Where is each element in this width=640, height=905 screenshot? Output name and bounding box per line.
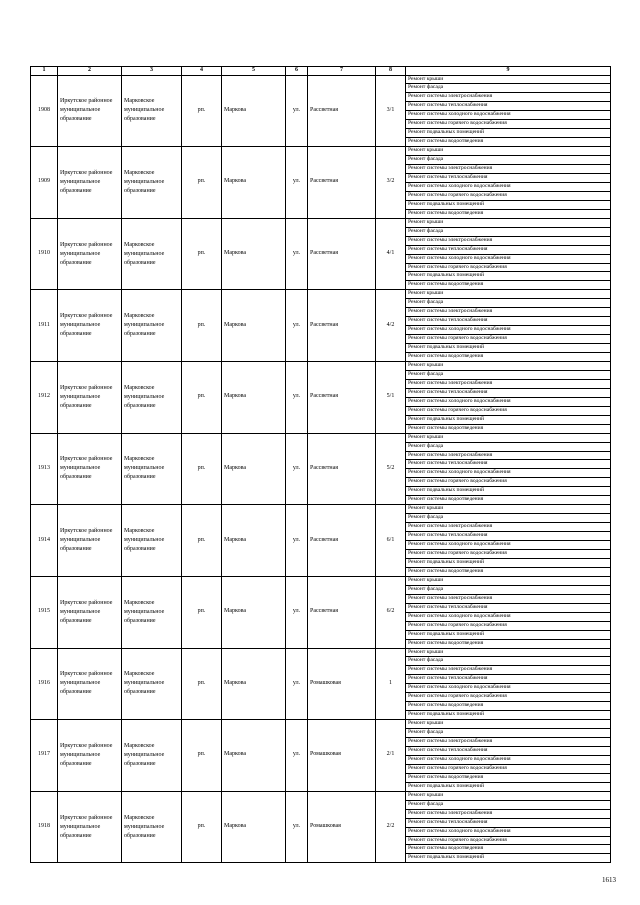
work-item-cell: Ремонт системы горячего водоснабжения [406,191,611,200]
settlement-cell: Маркова [222,505,286,577]
column-header: 8 [376,67,406,76]
settlement-cell: Маркова [222,290,286,362]
table-row [31,75,611,84]
street-type-cell: ул. [286,218,308,290]
settlement-cell: Маркова [222,576,286,648]
house-number-cell: 2/1 [376,720,406,792]
district-cell: Иркутское районное муниципальное образование [58,433,122,505]
table-header-row [31,67,611,76]
house-number-cell: 1 [376,648,406,720]
settlement-type-cell: рп. [182,576,222,648]
work-item-cell: Ремонт фасада [406,442,611,451]
work-item-cell: Ремонт подвальных помещений [406,558,611,567]
district-cell: Иркутское районное муниципальное образование [58,147,122,219]
work-item-cell: Ремонт крыши [406,791,611,800]
street-cell: Ромашковая [308,648,376,720]
work-item-cell: Ремонт фасада [406,370,611,379]
work-item-cell: Ремонт системы водоотведения [406,567,611,576]
column-header: 4 [182,67,222,76]
column-header: 6 [286,67,308,76]
house-number-cell: 5/2 [376,433,406,505]
work-item-cell: Ремонт системы холодного водоснабжения [406,326,611,335]
work-item-cell: Ремонт системы горячего водоснабжения [406,693,611,702]
work-item-cell: Ремонт системы холодного водоснабжения [406,397,611,406]
work-item-cell: Ремонт системы холодного водоснабжения [406,684,611,693]
work-item-cell: Ремонт системы электроснабжения [406,379,611,388]
row-number: 1914 [31,505,58,577]
work-item-cell: Ремонт фасада [406,657,611,666]
municipality-cell: Марковское муниципальное образование [122,505,182,577]
column-header: 5 [222,67,286,76]
house-number-cell: 4/2 [376,290,406,362]
settlement-type-cell: рп. [182,791,222,863]
work-item-cell: Ремонт подвальных помещений [406,129,611,138]
work-item-cell: Ремонт системы теплоснабжения [406,746,611,755]
work-item-cell: Ремонт системы теплоснабжения [406,245,611,254]
street-cell: Рассветная [308,433,376,505]
work-item-cell: Ремонт системы горячего водоснабжения [406,120,611,129]
work-item-cell: Ремонт системы водоотведения [406,281,611,290]
work-item-cell: Ремонт системы водоотведения [406,138,611,147]
street-type-cell: ул. [286,791,308,863]
work-item-cell: Ремонт крыши [406,218,611,227]
work-item-cell: Ремонт крыши [406,75,611,84]
settlement-type-cell: рп. [182,648,222,720]
street-type-cell: ул. [286,290,308,362]
work-item-cell: Ремонт фасада [406,729,611,738]
work-item-cell: Ремонт системы горячего водоснабжения [406,263,611,272]
table-row [31,433,611,442]
table-row [31,720,611,729]
table-row [31,147,611,156]
municipality-cell: Марковское муниципальное образование [122,720,182,792]
work-item-cell: Ремонт фасада [406,514,611,523]
work-item-cell: Ремонт системы теплоснабжения [406,532,611,541]
work-item-cell: Ремонт подвальных помещений [406,272,611,281]
district-cell: Иркутское районное муниципальное образование [58,576,122,648]
table-row [31,576,611,585]
work-item-cell: Ремонт подвальных помещений [406,711,611,720]
work-item-cell: Ремонт подвальных помещений [406,415,611,424]
work-item-cell: Ремонт подвальных помещений [406,782,611,791]
work-item-cell: Ремонт системы электроснабжения [406,165,611,174]
municipality-cell: Марковское муниципальное образование [122,648,182,720]
row-number: 1918 [31,791,58,863]
work-item-cell: Ремонт фасада [406,800,611,809]
work-item-cell: Ремонт системы холодного водоснабжения [406,541,611,550]
work-item-cell: Ремонт системы электроснабжения [406,451,611,460]
municipality-cell: Марковское муниципальное образование [122,290,182,362]
work-item-cell: Ремонт крыши [406,147,611,156]
house-number-cell: 2/2 [376,791,406,863]
row-number: 1915 [31,576,58,648]
street-type-cell: ул. [286,147,308,219]
work-item-cell: Ремонт системы электроснабжения [406,308,611,317]
settlement-type-cell: рп. [182,720,222,792]
work-item-cell: Ремонт системы водоотведения [406,496,611,505]
street-type-cell: ул. [286,576,308,648]
district-cell: Иркутское районное муниципальное образование [58,362,122,434]
work-item-cell: Ремонт системы холодного водоснабжения [406,111,611,120]
work-item-cell: Ремонт системы холодного водоснабжения [406,755,611,764]
table-row [31,791,611,800]
work-item-cell: Ремонт фасада [406,84,611,93]
work-item-cell: Ремонт системы теплоснабжения [406,173,611,182]
work-item-cell: Ремонт системы водоотведения [406,639,611,648]
district-cell: Иркутское районное муниципальное образование [58,505,122,577]
settlement-type-cell: рп. [182,218,222,290]
work-item-cell: Ремонт крыши [406,290,611,299]
table-body [31,75,611,863]
work-item-cell: Ремонт фасада [406,299,611,308]
work-item-cell: Ремонт подвальных помещений [406,487,611,496]
district-cell: Иркутское районное муниципальное образование [58,791,122,863]
work-item-cell: Ремонт крыши [406,576,611,585]
work-item-cell: Ремонт подвальных помещений [406,344,611,353]
row-number: 1917 [31,720,58,792]
work-item-cell: Ремонт системы водоотведения [406,424,611,433]
house-number-cell: 6/2 [376,576,406,648]
work-item-cell: Ремонт фасада [406,585,611,594]
settlement-cell: Маркова [222,720,286,792]
work-item-cell: Ремонт системы холодного водоснабжения [406,254,611,263]
work-item-cell: Ремонт системы горячего водоснабжения [406,550,611,559]
work-item-cell: Ремонт системы холодного водоснабжения [406,827,611,836]
municipality-cell: Марковское муниципальное образование [122,147,182,219]
work-item-cell: Ремонт подвальных помещений [406,854,611,863]
district-cell: Иркутское районное муниципальное образование [58,290,122,362]
row-number: 1909 [31,147,58,219]
work-item-cell: Ремонт системы водоотведения [406,353,611,362]
street-cell: Ромашковая [308,791,376,863]
work-item-cell: Ремонт крыши [406,362,611,371]
work-item-cell: Ремонт системы горячего водоснабжения [406,406,611,415]
work-item-cell: Ремонт подвальных помещений [406,630,611,639]
street-type-cell: ул. [286,720,308,792]
work-item-cell: Ремонт системы электроснабжения [406,594,611,603]
street-type-cell: ул. [286,505,308,577]
settlement-cell: Маркова [222,75,286,147]
work-item-cell: Ремонт крыши [406,720,611,729]
work-item-cell: Ремонт системы электроснабжения [406,523,611,532]
settlement-cell: Маркова [222,218,286,290]
work-item-cell: Ремонт системы теплоснабжения [406,675,611,684]
district-cell: Иркутское районное муниципальное образование [58,720,122,792]
work-item-cell: Ремонт крыши [406,433,611,442]
row-number: 1916 [31,648,58,720]
work-item-cell: Ремонт системы водоотведения [406,773,611,782]
row-number: 1912 [31,362,58,434]
street-cell: Рассветная [308,218,376,290]
municipality-cell: Марковское муниципальное образование [122,362,182,434]
work-item-cell: Ремонт системы теплоснабжения [406,102,611,111]
work-item-cell: Ремонт системы горячего водоснабжения [406,478,611,487]
column-header: 3 [122,67,182,76]
municipality-cell: Марковское муниципальное образование [122,218,182,290]
row-number: 1910 [31,218,58,290]
street-cell: Рассветная [308,290,376,362]
work-item-cell: Ремонт системы теплоснабжения [406,818,611,827]
settlement-cell: Маркова [222,791,286,863]
work-item-cell: Ремонт системы водоотведения [406,845,611,854]
work-item-cell: Ремонт системы водоотведения [406,209,611,218]
settlement-type-cell: рп. [182,75,222,147]
table-row [31,218,611,227]
street-cell: Рассветная [308,147,376,219]
municipality-cell: Марковское муниципальное образование [122,433,182,505]
work-item-cell: Ремонт системы горячего водоснабжения [406,335,611,344]
district-cell: Иркутское районное муниципальное образование [58,75,122,147]
row-number: 1908 [31,75,58,147]
work-item-cell: Ремонт подвальных помещений [406,200,611,209]
street-cell: Рассветная [308,576,376,648]
settlement-type-cell: рп. [182,290,222,362]
municipality-cell: Марковское муниципальное образование [122,75,182,147]
table-row [31,290,611,299]
work-item-cell: Ремонт системы горячего водоснабжения [406,764,611,773]
work-item-cell: Ремонт системы холодного водоснабжения [406,469,611,478]
work-item-cell: Ремонт системы электроснабжения [406,738,611,747]
municipality-cell: Марковское муниципальное образование [122,791,182,863]
district-cell: Иркутское районное муниципальное образование [58,218,122,290]
row-number: 1911 [31,290,58,362]
work-item-cell: Ремонт системы теплоснабжения [406,317,611,326]
column-header: 1 [31,67,58,76]
row-number: 1913 [31,433,58,505]
street-type-cell: ул. [286,75,308,147]
work-item-cell: Ремонт системы теплоснабжения [406,388,611,397]
settlement-type-cell: рп. [182,433,222,505]
street-type-cell: ул. [286,433,308,505]
work-item-cell: Ремонт системы теплоснабжения [406,460,611,469]
work-item-cell: Ремонт системы горячего водоснабжения [406,621,611,630]
repair-schedule-table [30,66,611,863]
page-number: 1613 [602,876,616,884]
house-number-cell: 6/1 [376,505,406,577]
settlement-cell: Маркова [222,362,286,434]
house-number-cell: 3/1 [376,75,406,147]
settlement-type-cell: рп. [182,505,222,577]
street-cell: Ромашковая [308,720,376,792]
work-item-cell: Ремонт системы электроснабжения [406,666,611,675]
settlement-cell: Маркова [222,433,286,505]
work-item-cell: Ремонт системы электроснабжения [406,93,611,102]
work-item-cell: Ремонт системы электроснабжения [406,236,611,245]
work-item-cell: Ремонт фасада [406,156,611,165]
street-type-cell: ул. [286,648,308,720]
street-type-cell: ул. [286,362,308,434]
work-item-cell: Ремонт системы электроснабжения [406,809,611,818]
settlement-cell: Маркова [222,147,286,219]
settlement-type-cell: рп. [182,362,222,434]
work-item-cell: Ремонт крыши [406,505,611,514]
street-cell: Рассветная [308,75,376,147]
table-row [31,505,611,514]
table-row [31,648,611,657]
column-header: 2 [58,67,122,76]
settlement-type-cell: рп. [182,147,222,219]
house-number-cell: 4/1 [376,218,406,290]
work-item-cell: Ремонт системы теплоснабжения [406,603,611,612]
district-cell: Иркутское районное муниципальное образование [58,648,122,720]
street-cell: Рассветная [308,362,376,434]
work-item-cell: Ремонт системы горячего водоснабжения [406,836,611,845]
table-row [31,362,611,371]
house-number-cell: 5/1 [376,362,406,434]
municipality-cell: Марковское муниципальное образование [122,576,182,648]
street-cell: Рассветная [308,505,376,577]
house-number-cell: 3/2 [376,147,406,219]
work-item-cell: Ремонт крыши [406,648,611,657]
settlement-cell: Маркова [222,648,286,720]
work-item-cell: Ремонт системы холодного водоснабжения [406,612,611,621]
work-item-cell: Ремонт фасада [406,227,611,236]
column-header: 7 [308,67,376,76]
work-item-cell: Ремонт системы водоотведения [406,702,611,711]
work-item-cell: Ремонт системы холодного водоснабжения [406,182,611,191]
column-header: 9 [406,67,611,76]
